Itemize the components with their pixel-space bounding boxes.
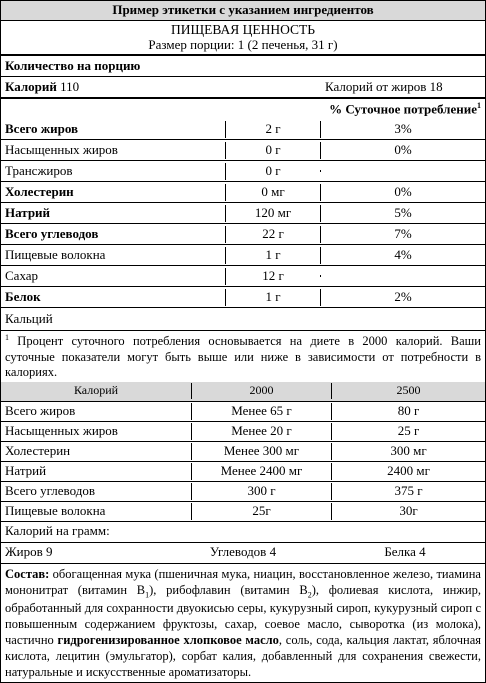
nutrient-daily-value: 0% [320, 184, 485, 201]
reference-2000: Менее 2400 мг [191, 463, 331, 480]
daily-value-header: % Суточное потребление$^1$ [329, 101, 481, 117]
calories-per-gram-label: Калорий на грамм: [5, 523, 110, 539]
daily-value-header-row [1, 97, 485, 119]
reference-label: Натрий [5, 462, 47, 478]
nutrient-daily-value: 7% [320, 226, 485, 243]
nutrient-amount: 1 г [225, 289, 320, 306]
nutrient-daily-value: 5% [320, 205, 485, 222]
composition: Состав: обогащенная мука (пшеничная мука, ниацин, восстановленное железо, тиамина мононитрат (витамин $B_1$), рибофлавин (витамин $B_2$), фолиевая кислота, инжир, обработанный для сохранности двуокисью серы, кукурузный сироп, кукурузный сироп с повышенным содержанием фруктозы, сахар, соевое масло, сыворотка (из молока), частично гидрогенизированное хлопковое масло, соль, сода, кальция лактат, яблочная кислота, лецитин (эмульгатор), сорбат калия, добавленный для сохранения свежести, натуральные и искусственные ароматизаторы. [5, 566, 481, 680]
nutrient-row [1, 286, 485, 307]
nutrient-row [1, 160, 485, 181]
calories-row [1, 76, 485, 97]
reference-2500: 300 мг [331, 443, 485, 460]
nutrient-amount: 0 мг [225, 184, 320, 201]
calories-per-gram-row [1, 521, 485, 542]
reference-header-row [1, 382, 485, 401]
reference-row [1, 481, 485, 501]
nutrient-name: Белок [5, 288, 41, 304]
nutrient-name: Натрий [5, 204, 51, 220]
nutrient-row [1, 202, 485, 223]
reference-2000: 300 г [191, 483, 331, 500]
reference-row [1, 461, 485, 481]
nutrient-name: Трансжиров [5, 162, 73, 178]
serving-size: Размер порции: 1 (2 печенья, 31 г) [148, 36, 338, 52]
nutrient-daily-value: 0% [320, 142, 485, 159]
nutrient-name: Всего жиров [5, 120, 79, 136]
reference-2500: 2500 [331, 383, 485, 399]
calcium-row [1, 307, 485, 330]
reference-2500: 80 г [331, 403, 485, 420]
reference-label: Калорий [73, 383, 119, 398]
reference-row [1, 421, 485, 441]
amount-per-serving: Количество на порцию [5, 57, 141, 73]
nutrient-table [1, 119, 485, 307]
reference-2000: 2000 [191, 383, 331, 399]
label-title: ПИЩЕВАЯ ЦЕННОСТЬ [170, 22, 316, 37]
nutrient-daily-value: 4% [320, 247, 485, 264]
nutrient-name: Всего углеводов [5, 225, 99, 241]
reference-label: Всего жиров [5, 402, 76, 418]
reference-2000: 25г [191, 503, 331, 520]
footnote-row [1, 330, 485, 381]
nutrient-amount: 1 г [225, 247, 320, 264]
nutrient-amount: 0 г [225, 163, 320, 180]
calories-label: Калорий [5, 78, 57, 94]
nutrient-amount: 12 г [225, 268, 320, 285]
calories-per-gram-values [1, 542, 485, 563]
footnote: $^1$ Процент суточного потребления основывается на диете в 2000 калорий. Ваши суточные показатели могут быть выше или ниже в зависимости от потребности в калориях. [5, 333, 481, 379]
carbs-per-gram: Углеводов 4 [209, 544, 277, 560]
nutrient-name: Пищевые волокна [5, 246, 106, 262]
composition-row [1, 563, 485, 683]
calcium-label: Кальций [5, 310, 53, 326]
nutrient-row [1, 139, 485, 160]
reference-label: Пищевые волокна [5, 502, 106, 518]
protein-per-gram: Белка 4 [384, 544, 426, 560]
nutrient-daily-value [320, 275, 485, 277]
reference-2000: Менее 65 г [191, 403, 331, 420]
nutrient-daily-value: 3% [320, 121, 485, 138]
reference-row [1, 441, 485, 461]
label-caption: Пример этикетки с указанием ингредиентов [112, 2, 374, 18]
reference-2500: 25 г [331, 423, 485, 440]
nutrient-row [1, 181, 485, 202]
reference-2000: Менее 300 мг [191, 443, 331, 460]
reference-label: Насыщенных жиров [5, 422, 118, 438]
reference-table [1, 382, 485, 521]
nutrient-name: Сахар [5, 267, 39, 283]
nutrient-row [1, 244, 485, 265]
label-caption-row [1, 1, 485, 20]
reference-2500: 30г [331, 503, 485, 520]
nutrient-daily-value: 2% [320, 289, 485, 306]
reference-label: Всего углеводов [5, 482, 95, 498]
calories-from-fat: Калорий от жиров 18 [325, 78, 443, 94]
reference-2500: 375 г [331, 483, 485, 500]
calories-value: 110 [60, 78, 80, 94]
reference-2000: Менее 20 г [191, 423, 331, 440]
label-title-block [1, 20, 485, 54]
nutrient-amount: 120 мг [225, 205, 320, 222]
amount-per-serving-row [1, 54, 485, 76]
nutrient-row [1, 265, 485, 286]
nutrient-daily-value [320, 170, 485, 172]
nutrient-name: Холестерин [5, 183, 74, 199]
nutrient-row [1, 119, 485, 139]
reference-label: Холестерин [5, 442, 71, 458]
nutrient-name: Насыщенных жиров [5, 141, 118, 157]
fat-per-gram: Жиров 9 [5, 544, 53, 560]
nutrient-amount: 0 г [225, 142, 320, 159]
nutrient-row [1, 223, 485, 244]
nutrient-amount: 22 г [225, 226, 320, 243]
reference-row [1, 401, 485, 421]
nutrient-amount: 2 г [225, 121, 320, 138]
reference-2500: 2400 мг [331, 463, 485, 480]
reference-row [1, 501, 485, 521]
